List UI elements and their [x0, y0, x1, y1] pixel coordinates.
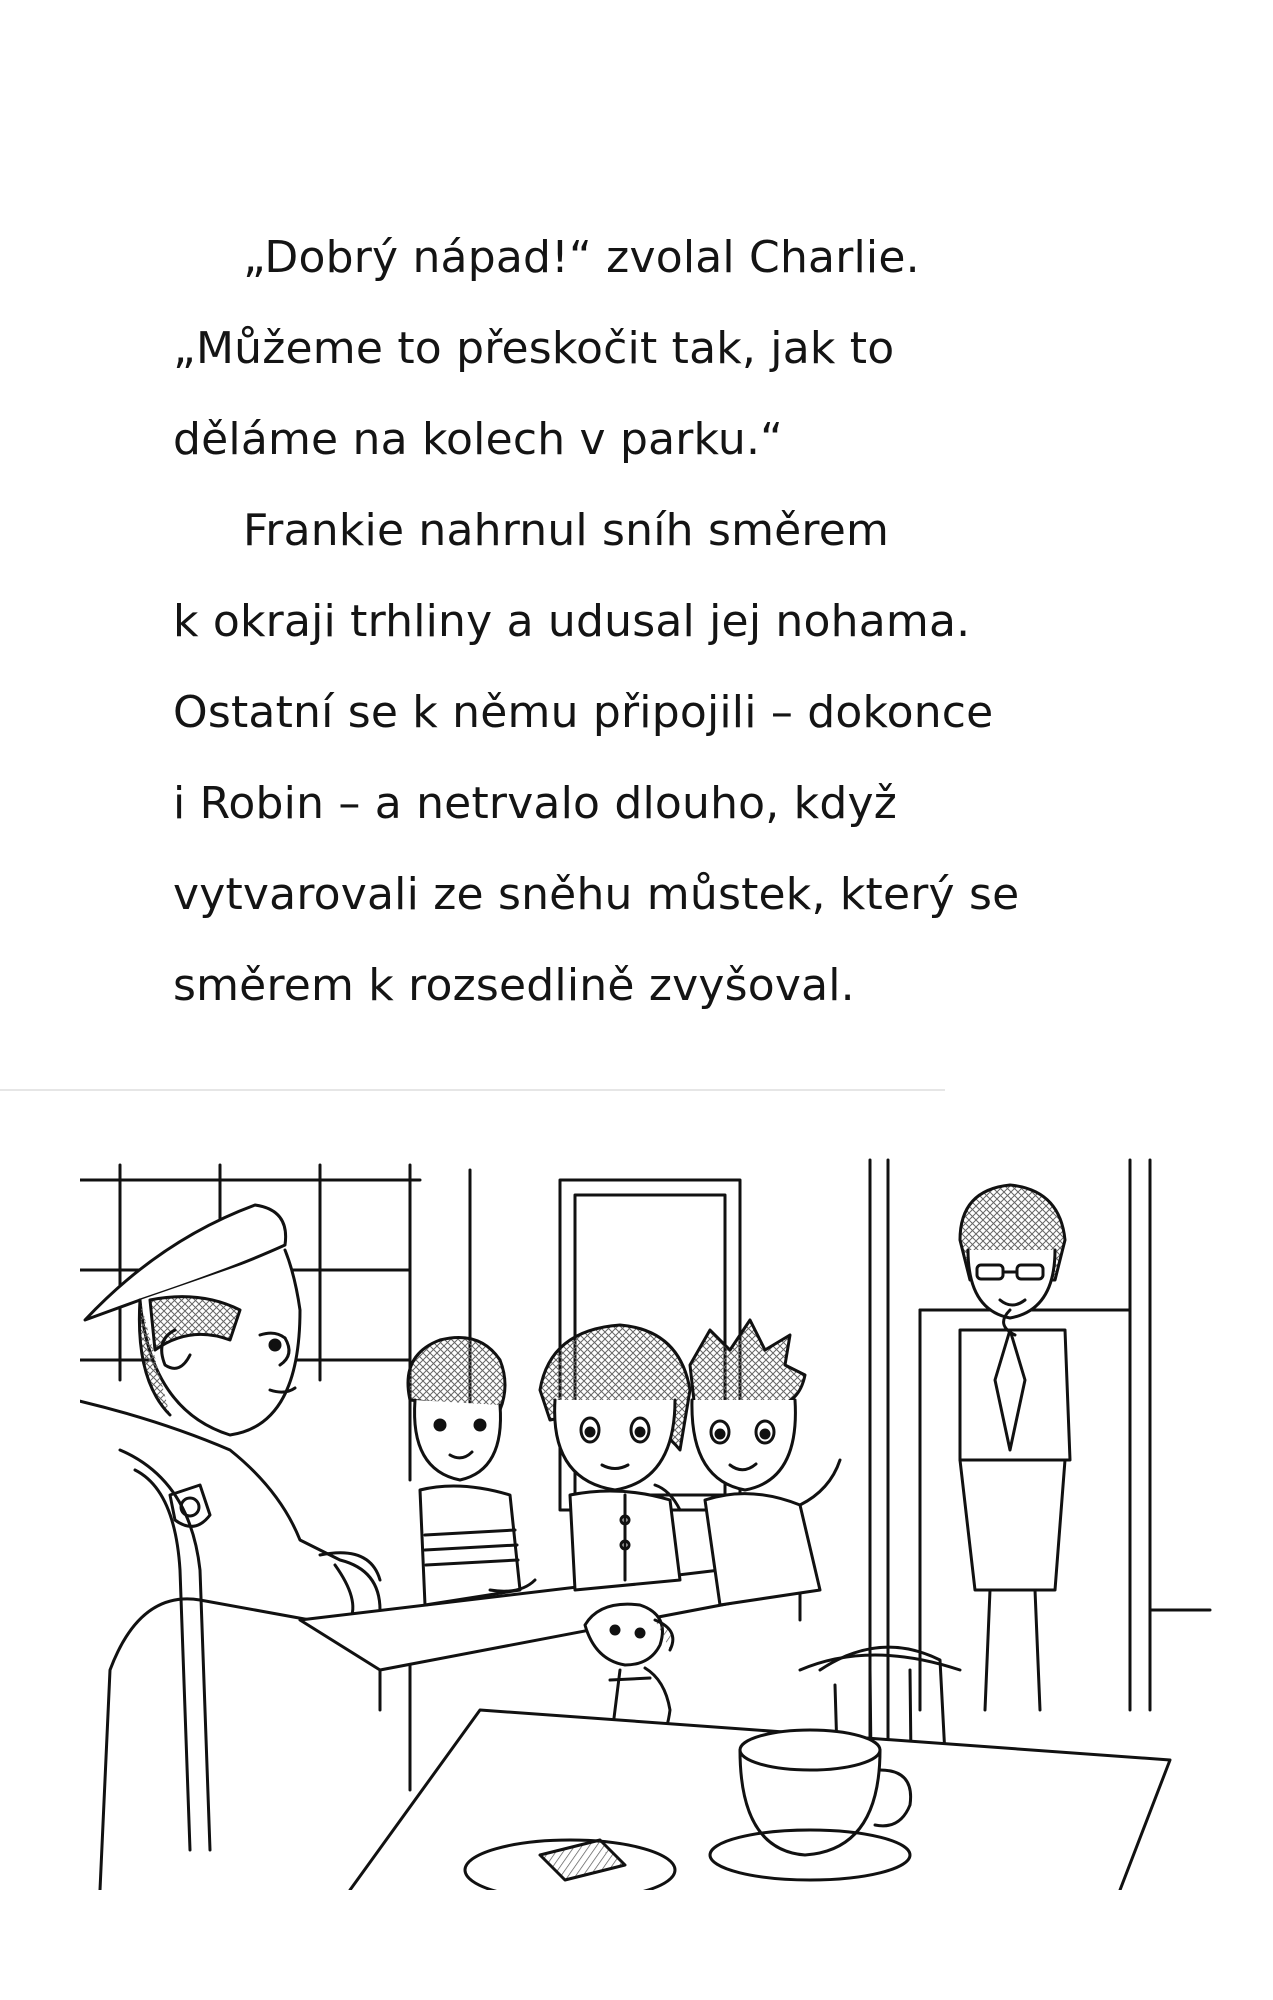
story-line: směrem k rozsedlině zvyšoval. — [173, 960, 855, 1011]
police-officer — [80, 1205, 380, 1890]
story-line: k okraji trhliny a udusal jej nohama. — [173, 596, 971, 647]
story-line: děláme na kolech v parku.“ — [173, 414, 784, 465]
story-line: Ostatní se k němu připojili – dokonce — [173, 687, 994, 738]
woman-teacher — [960, 1185, 1070, 1710]
police-office-illustration — [80, 1150, 1220, 1890]
kid-girl — [540, 1325, 690, 1590]
story-line: vytvarovali ze sněhu můstek, který se — [173, 869, 1020, 920]
story-text — [173, 212, 1113, 1031]
plate — [465, 1840, 675, 1890]
story-line: i Robin – a netrvalo dlouho, když — [173, 778, 898, 829]
story-line: Frankie nahrnul sníh směrem — [243, 505, 890, 556]
page-divider — [0, 1089, 945, 1091]
kid-curly-hair — [408, 1338, 535, 1606]
story-line: „Můžeme to přeskočit tak, jak to — [173, 323, 895, 374]
story-line: „Dobrý nápad!“ zvolal Charlie. — [243, 232, 920, 283]
